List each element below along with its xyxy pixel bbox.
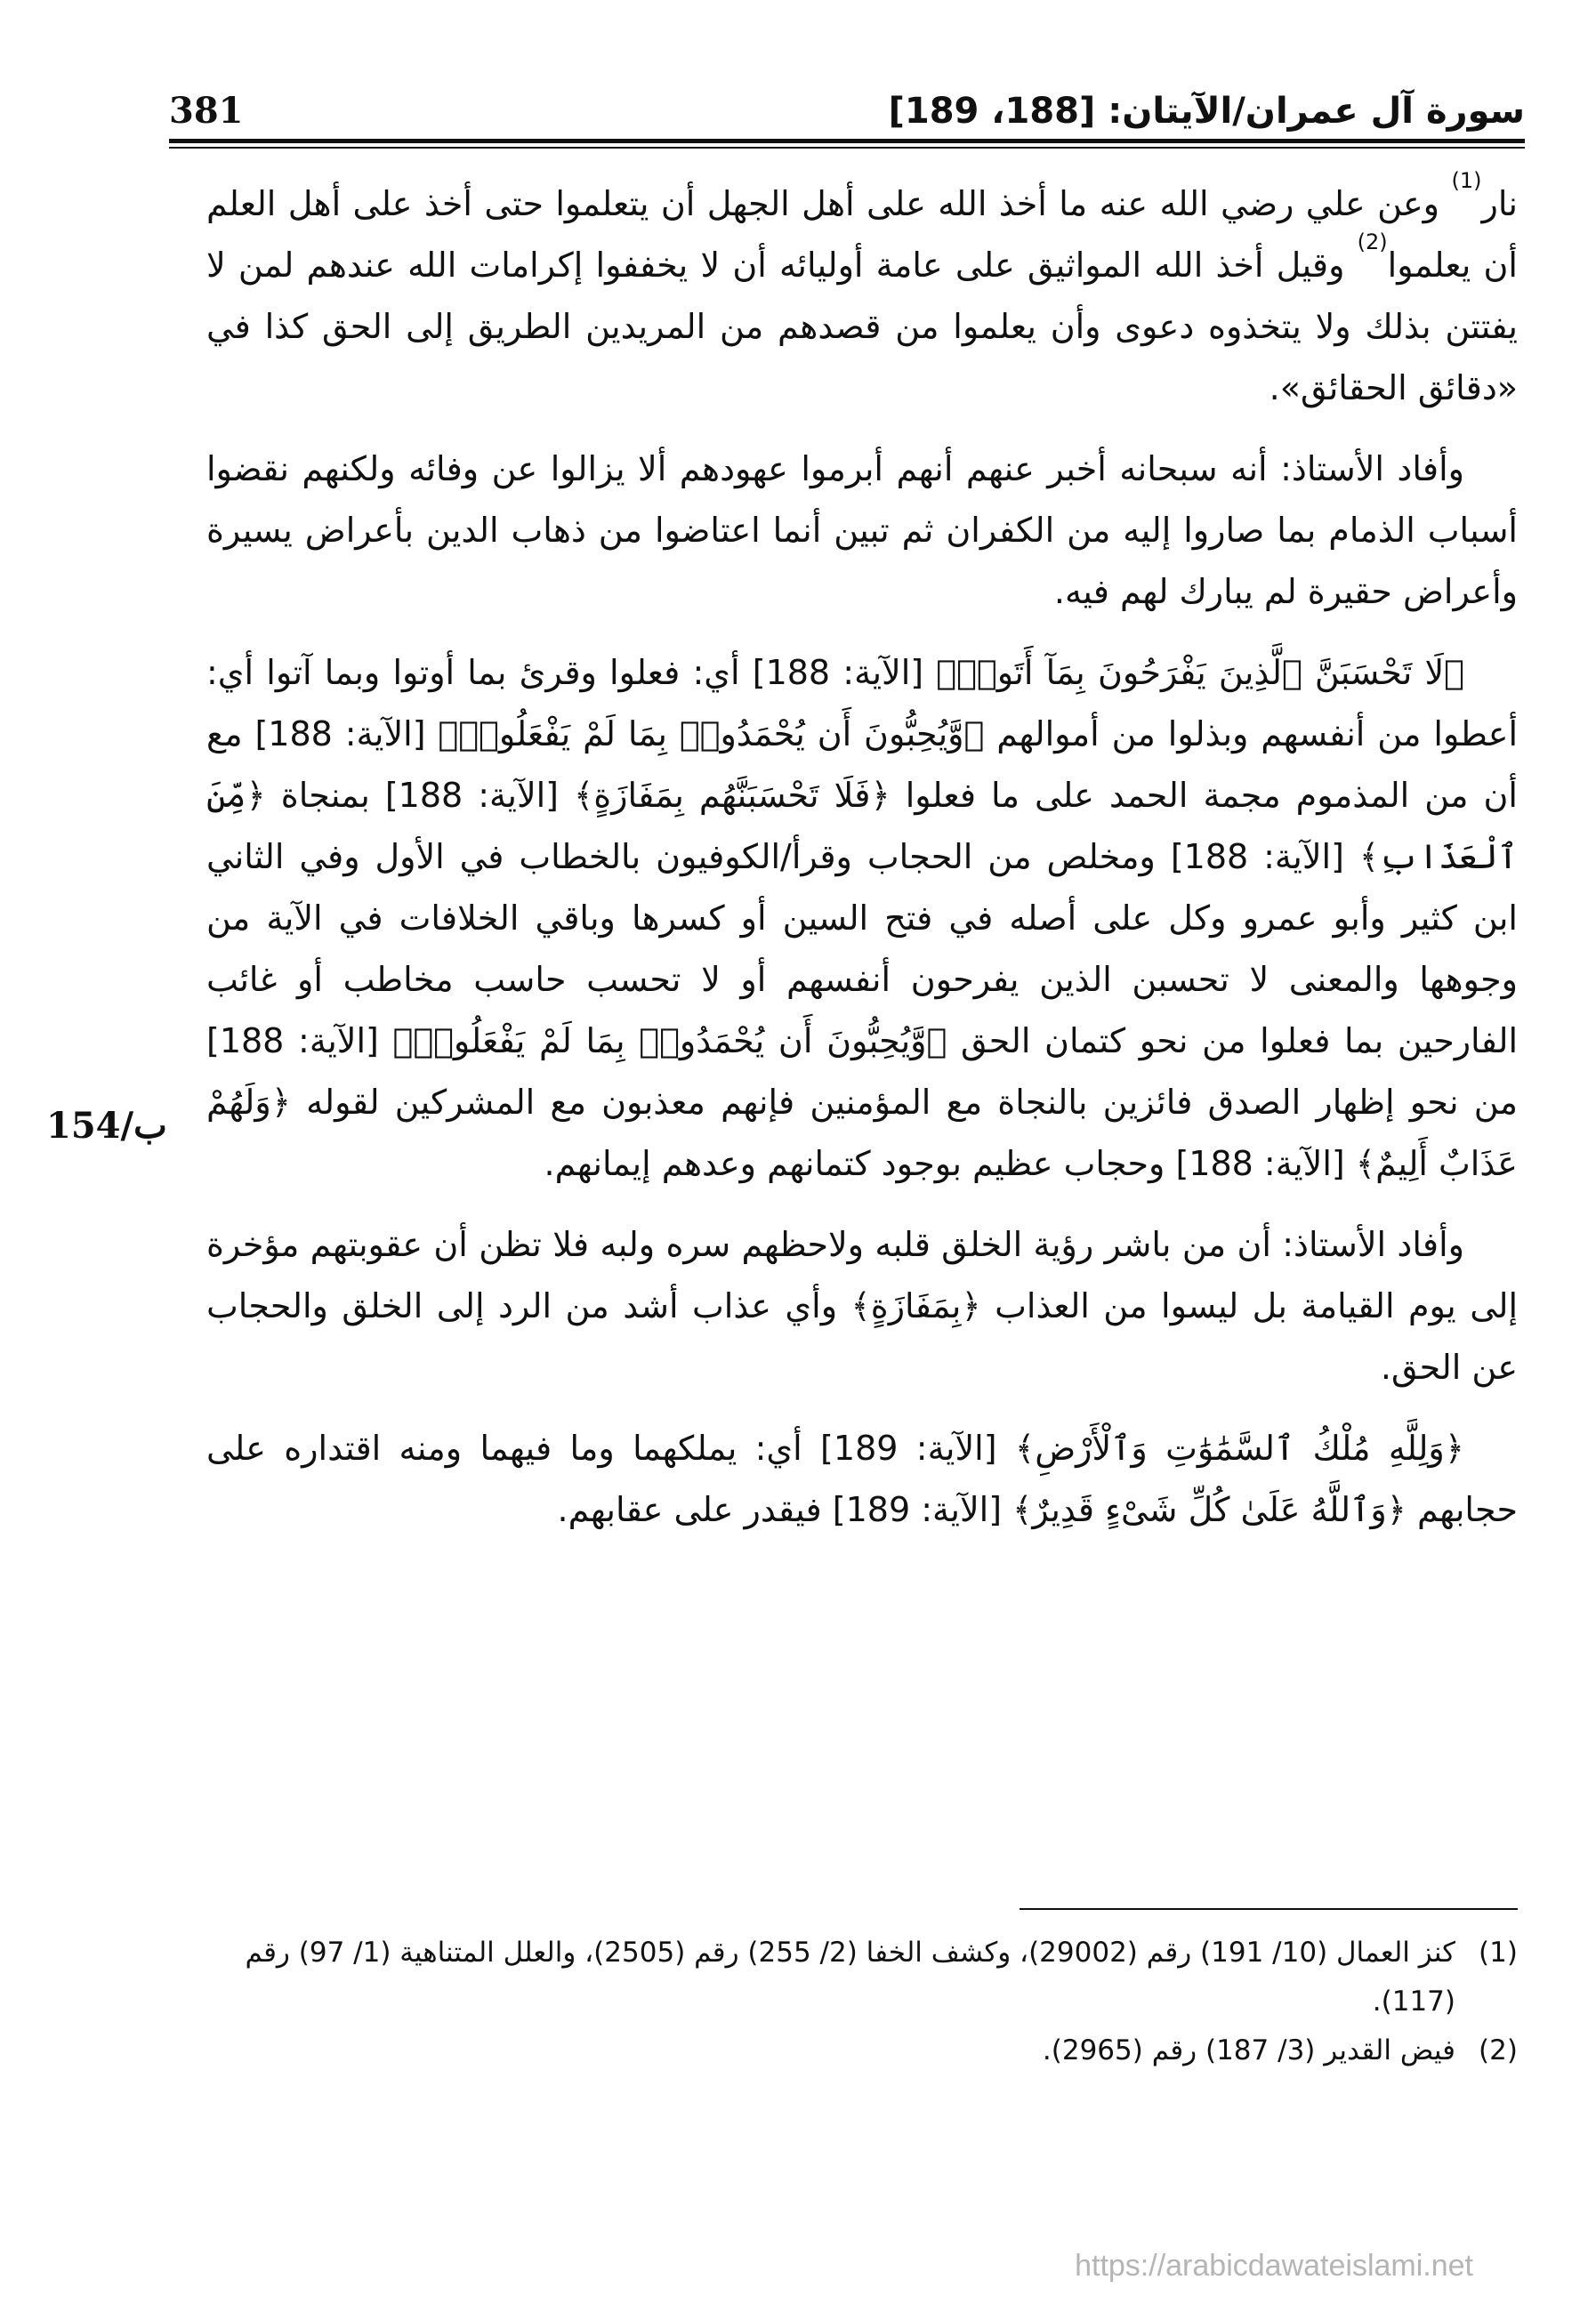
manuscript-folio-note: 154/ب bbox=[46, 1105, 167, 1147]
page-number: 381 bbox=[169, 90, 244, 132]
text-run: [الآية: 188] مع أن من المذموم مجمة الحمد على ما فعلوا bbox=[206, 714, 1518, 815]
text-run: وأفاد الأستاذ: أن من باشر رؤية الخلق قلبه ولاحظهم سره ولبه فلا تظن أن عقوبتهم مؤخرة إلى يوم القيامة بل ليسوا من العذاب bbox=[206, 1225, 1519, 1325]
text-run: [الآية: 188] بمنجاة bbox=[265, 776, 574, 815]
text-run: وأفاد الأستاذ: أنه سبحانه أخبر عنهم أنهم أبرموا عهودهم ألا يزالوا عن وفائه ولكنهم نقضوا أسباب الذمام بما صاروا إليه من الكفران ثم تبين أنما اعتاضوا من ذهاب الدين بأعراض يسيرة وأعراض حقيرة لم يبارك لهم فيه. bbox=[206, 449, 1518, 611]
text-run: [الآية: 188] ومخلص من الحجاب وقرأ/الكوفيون بالخطاب في الأول وفي الثاني ابن كثير وأبو عمرو وكل على أصله في فتح السين أو كسرها وباقي الخلافات في الآية من وجوهها والمعنى لا تحسبن الذين يفرحون أنفسهم أو لا تحسب حاسب مخاطب أو غائب الفارحين بما فعلوا من نحو كتمان الحق bbox=[206, 837, 1518, 1060]
text-run: [الآية: 189] فيقدر على عقابهم. bbox=[557, 1490, 1013, 1529]
footnote-number: (1) bbox=[1479, 1937, 1518, 1969]
quran-quote: ﴿وَّيُحِبُّونَ أَن يُحْمَدُوا۟ بِمَا لَمْ يَفْعَلُوا۟﴾ bbox=[438, 714, 985, 753]
footnote bbox=[206, 1929, 1518, 2026]
quran-quote: ﴿وَّيُحِبُّونَ أَن يُحْمَدُوا۟ بِمَا لَمْ يَفْعَلُوا۟﴾ bbox=[392, 1021, 947, 1060]
footnotes bbox=[206, 1929, 1518, 2075]
text-run: [الآية: 188] من نحو إظهار الصدق فائزين بالنجاة مع المؤمنين فإنهم معذبون مع المشركين لقوله bbox=[206, 1021, 1518, 1122]
footnote-reference: (2) bbox=[1357, 230, 1388, 254]
paragraph bbox=[206, 439, 1518, 623]
quran-quote: ﴿وَلَهُمْ عَذَابٌ أَلِيمٌ﴾ bbox=[206, 1083, 1518, 1183]
footnote-text: كنز العمال (10/ 191) رقم (29002)، وكشف الخفا (2/ 255) رقم (2505)، والعلل المتناهية (1/ 97) رقم (117). bbox=[245, 1937, 1455, 2018]
footnote-separator bbox=[1020, 1908, 1518, 1910]
footnote bbox=[206, 2026, 1518, 2075]
text-run: وأي عذاب أشد من الرد إلى الخلق والحجاب عن الحق. bbox=[206, 1286, 1518, 1387]
header-rule-thin bbox=[169, 147, 1525, 149]
footnote-number: (2) bbox=[1479, 2034, 1518, 2066]
paragraph bbox=[206, 642, 1518, 1195]
body-text bbox=[206, 168, 1519, 1560]
page-header bbox=[169, 78, 1525, 132]
watermark-url: https://arabicdawateislami.net bbox=[1075, 2249, 1473, 2283]
quran-quote: ﴿وَلِلَّهِ مُلْكُ ٱلسَّمَٰوَٰتِ وَٱلْأَرْضِ﴾ bbox=[1014, 1429, 1465, 1468]
quran-quote: ﴿لَا تَحْسَبَنَّ ٱلَّذِينَ يَفْرَحُونَ بِمَآ أَتَوا۟﴾ bbox=[936, 653, 1464, 692]
quran-quote: ﴿فَلَا تَحْسَبَنَّهُم بِمَفَازَةٍ﴾ bbox=[574, 776, 891, 815]
text-run: وعن علي رضي الله عنه ما أخذ الله على أهل الجهل أن يتعلموا حتى أخذ على أهل العلم أن يعلموا bbox=[206, 184, 1518, 285]
quran-quote: ﴿مِّنَ ٱلْعَذَابِ﴾ bbox=[206, 776, 1518, 876]
quran-quote: ﴿بِمَفَازَةٍ﴾ bbox=[850, 1286, 981, 1325]
text-run: [الآية: 189] أي: يملكهما وما فيهما ومنه اقتداره على حجابهم bbox=[206, 1429, 1518, 1529]
text-run: [الآية: 188] وحجاب عظيم بوجود كتمانهم وعدهم إيمانهم. bbox=[544, 1144, 1356, 1183]
footnote-reference: (1) bbox=[1451, 168, 1482, 193]
text-run: نار bbox=[1481, 184, 1518, 223]
paragraph bbox=[206, 1418, 1518, 1541]
quran-quote: ﴿وَٱللَّهُ عَلَىٰ كُلِّ شَىْءٍ قَدِيرٌ﴾ bbox=[1012, 1490, 1407, 1529]
text-run: [الآية: 188] أي: فعلوا وقرئ بما أوتوا وبما آتوا أي: أعطوا من أنفسهم وبذلوا من أموالهم bbox=[206, 653, 1518, 753]
header-rule-thick bbox=[169, 139, 1525, 143]
paragraph bbox=[206, 168, 1518, 419]
running-title: سورة آل عمران/الآيتان: [188، 189] bbox=[888, 91, 1525, 132]
footnote-text: فيض القدير (3/ 187) رقم (2965). bbox=[1042, 2034, 1455, 2066]
paragraph bbox=[206, 1214, 1518, 1398]
text-run: وقيل أخذ الله المواثيق على عامة أوليائه أن لا يخففوا إكرامات الله عندهم لمن لا يفتتن بذلك ولا يتخذوه دعوى وأن يعلموا من قصدهم من المريدين الطريق إلى الحق كذا في «دقائق الحقائق». bbox=[206, 246, 1518, 407]
